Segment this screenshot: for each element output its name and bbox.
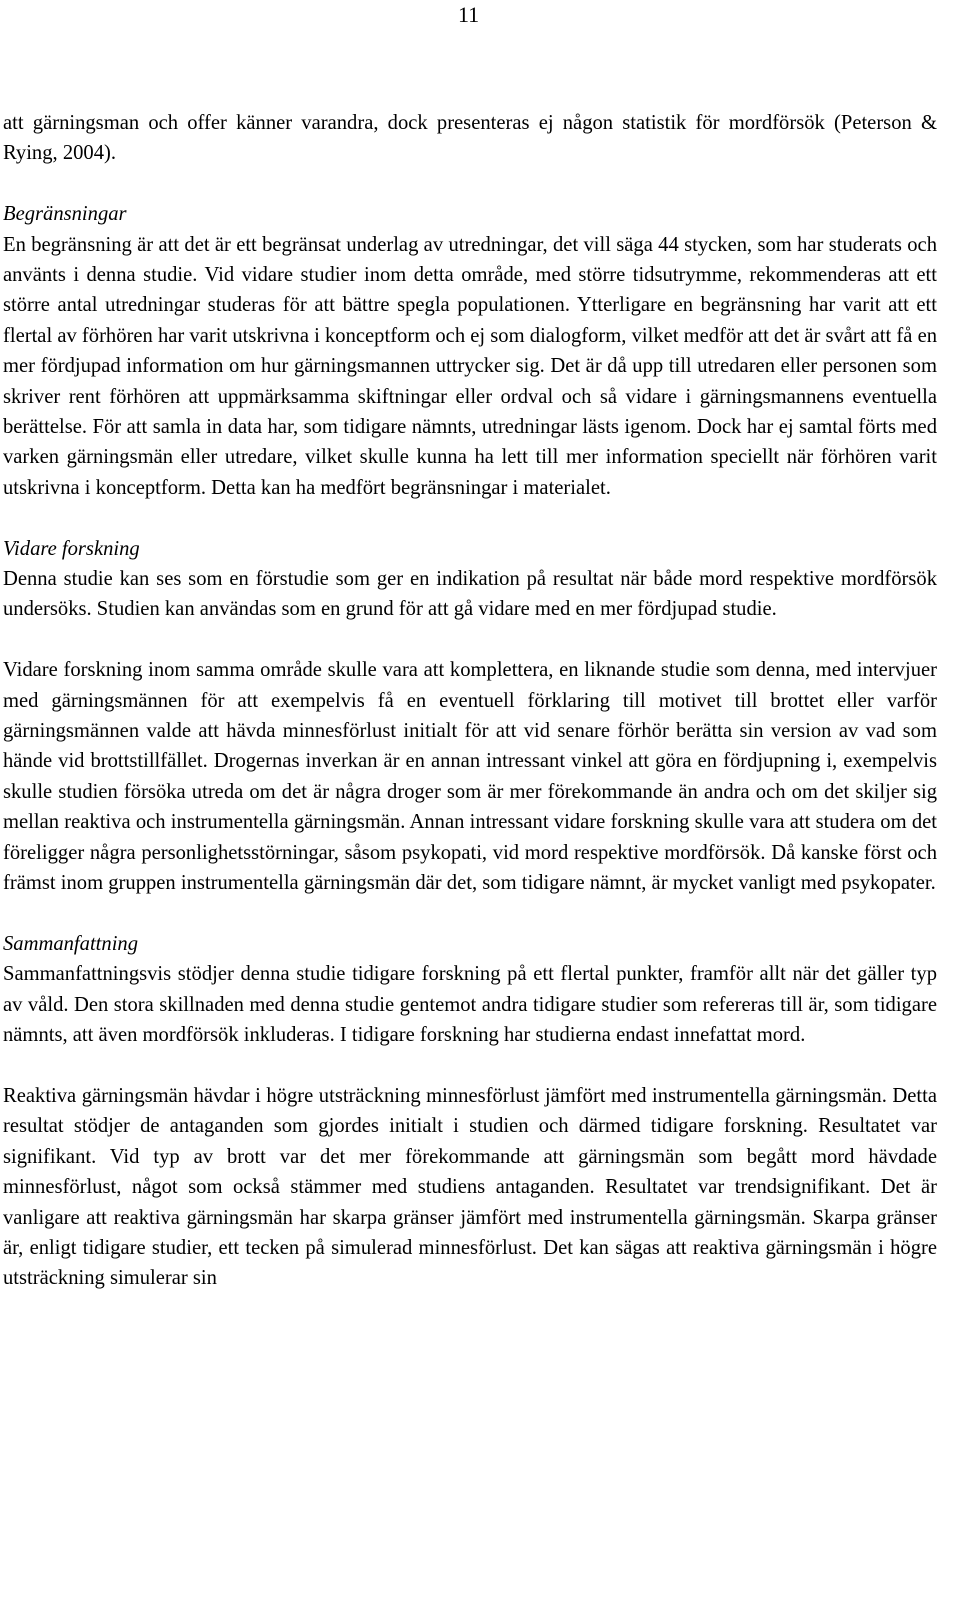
heading-vidare-forskning: Vidare forskning [3,537,140,560]
paragraph-vidare-forskning-1: Denna studie kan ses som en förstudie som ger en indikation på resultat när både mord respektive mordförsök undersöks. Studien kan användas som en grund för att gå vidare med en mer fördjupad studie. [3,568,937,621]
page-number: 11 [458,2,480,27]
paragraph-vidare-forskning-2: Vidare forskning inom samma område skulle vara att komplettera, en liknande studie som denna, med intervjuer med gärningsmännen för att exempelvis få en eventuell förklaring till motivet till brottet eller varför gärningsmännen valde att hävda minnesförlust initialt för att vid senare förhör berätta sin version av vad som hände vid brottstillfället. Drogernas inverkan är en annan intressant vinkel att göra en fördjupning i, exempelvis skulle studien försöka utreda om det är några droger som är mer förekommande än andra och om det skiljer sig mellan reaktiva och instrumentella gärningsmän. Annan intressant vidare forskning skulle vara att studera om det föreligger några personlighetsstörningar, såsom psykopati, vid mord respektive mordförsök. Då kanske först och främst inom gruppen instrumentella gärningsmän där det, som tidigare nämnt, är mycket vanligt med psykopater. [3,659,937,895]
paragraph-gap [3,169,937,199]
paragraph-gap [3,503,937,533]
heading-sammanfattning: Sammanfattning [3,932,139,955]
paragraph-intro: att gärningsman och offer känner varandra, dock presenteras ej någon statistik för mordförsök (Peterson & Rying, 2004). [3,112,937,165]
paragraph-gap [3,625,937,655]
paragraph-begransningar: En begränsning är att det är ett begränsat underlag av utredningar, det vill säga 44 stycken, som har studerats och använts i denna studie. Vid vidare studier inom detta område, med större tidsutrymme, rekommenderas att ett större antal utredningar studeras för att bättre spegla populationen. Ytterligare en begränsning har varit att ett flertal av förhören har varit utskrivna i konceptform och ej som dialogform, vilket medför att det är svårt att få en mer fördjupad information om hur gärningsmannen uttrycker sig. Det är då upp till utredaren eller personen som skriver rent förhören att uppmärksamma skiftningar eller ordval och så vidare i gärningsmannens eventuella berättelse. För att samla in data har, som tidigare nämnts, utredningar lästs igenom. Dock har ej samtal förts med varken gärningsmän eller utredare, vilket skulle kunna ha lett till mer information speciellt när förhören varit utskrivna i konceptform. Detta kan ha medfört begränsningar i materialet. [3,233,937,499]
paragraph-gap [3,1051,937,1081]
document-body [3,108,937,1294]
paragraph-gap [3,899,937,929]
paragraph-sammanfattning-1: Sammanfattningsvis stödjer denna studie tidigare forskning på ett flertal punkter, framför allt när det gäller typ av våld. Den stora skillnaden med denna studie gentemot andra tidigare studier som refereras till är, som tidigare nämnts, att även mordförsök inkluderas. I tidigare forskning har studierna endast innefattat mord. [3,963,937,1047]
heading-begransningar: Begränsningar [3,203,127,226]
paragraph-sammanfattning-2: Reaktiva gärningsmän hävdar i högre utsträckning minnesförlust jämfört med instrumentella gärningsmän. Detta resultat stödjer de antaganden som gjordes initialt i studien och därmed tidigare forskning. Resultatet var signifikant. Vid typ av brott var det mer förekommande att gärningsmän som begått mord hävdade minnesförlust, något som också stämmer med studiens antaganden. Resultatet var trendsignifikant. Det är vanligare att reaktiva gärningsmän har skarpa gränser jämfört med instrumentella gärningsmän. Skarpa gränser är, enligt tidigare studier, ett tecken på simulerad minnesförlust. Det kan sägas att reaktiva gärningsmän i högre utsträckning simulerar sin [3,1084,937,1290]
